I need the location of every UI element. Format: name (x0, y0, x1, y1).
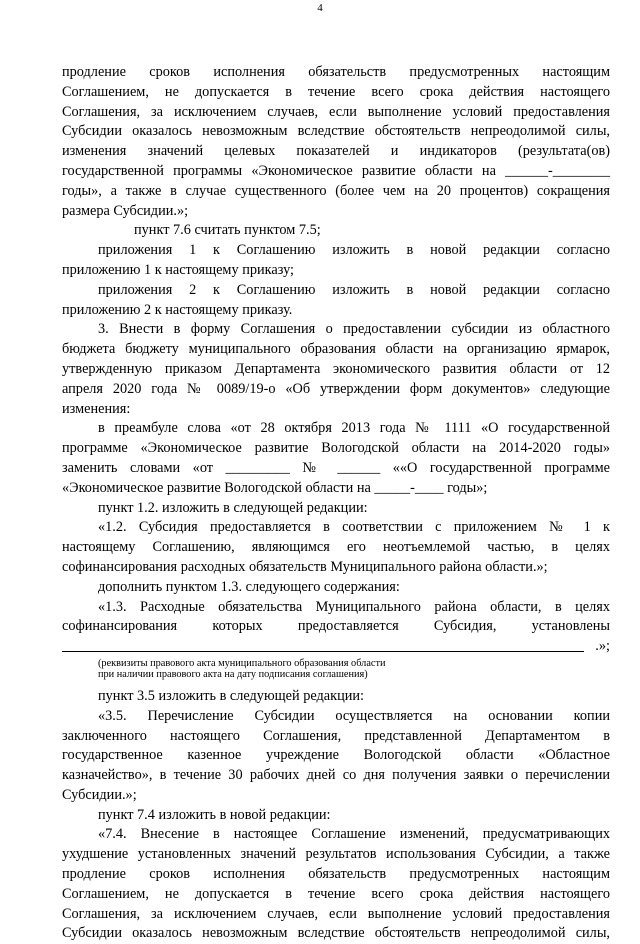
caption-line: (реквизиты правового акта муниципального образования области (98, 657, 386, 669)
text-line: государственное казенное учреждение Вологодской области «Областное (62, 747, 610, 764)
paragraph-item-3-5 (62, 707, 610, 806)
document-body (62, 63, 610, 944)
text-line: приложения 2 к Соглашению изложить в новой редакции согласно (98, 281, 610, 298)
text-line: изменения значений целевых показателей и индикаторов (результата(ов) (62, 143, 610, 160)
field-caption (62, 658, 610, 681)
text-line: апреля 2020 года № 0089/19-о «Об утверждении форм документов» следующие (62, 380, 610, 397)
paragraph-continuation (62, 63, 610, 221)
text-line: настоящему Соглашению, являющимся его неотъемлемой частью, в целях (62, 539, 610, 556)
paragraph-item-7-4 (62, 825, 610, 944)
text-line: Субсидии.»; (62, 786, 137, 803)
paragraph-preamble (62, 419, 610, 498)
caption-line: при наличии правового акта на дату подписания соглашения) (98, 669, 368, 681)
text-line: изменения: (62, 400, 131, 417)
text-line: софинансирования которых предоставляется Субсидия, установлены (62, 618, 610, 635)
text-line: приложению 1 к настоящему приказу; (62, 261, 294, 278)
paragraph-item-7-6 (62, 221, 610, 241)
text-line: «7.4. Внесение в настоящее Соглашение изменений, предусматривающих (98, 826, 610, 843)
text-line-tail: .»; (595, 638, 610, 655)
paragraph-item-7-4-intro (62, 806, 610, 826)
text-line: пункт 7.4 изложить в новой редакции: (98, 806, 331, 823)
text-line: в преамбуле слова «от 28 октября 2013 года № 1111 «О государственной (98, 420, 610, 437)
text-line: «3.5. Перечисление Субсидии осуществляется на основании копии (98, 707, 610, 724)
text-line: бюджета бюджету муниципального образования области на организацию ярмарок, (62, 341, 610, 358)
text-line: Соглашением, не допускается в течение всего срока действия настоящего (62, 83, 610, 100)
underline-blank (62, 651, 584, 652)
text-line: софинансирования расходных обязательств Муниципального района области.»; (62, 558, 548, 575)
text-line: приложения 1 к Соглашению изложить в новой редакции согласно (98, 242, 610, 259)
text-line: Соглашением, не допускается в течение всего срока действия настоящего (62, 885, 610, 902)
text-line: приложению 2 к настоящему приказу. (62, 301, 293, 318)
paragraph-appendix-2 (62, 281, 610, 321)
text-line: продление сроков исполнения обязательств предусмотренных настоящим (62, 64, 610, 80)
paragraph-item-3-5-intro (62, 687, 610, 707)
text-line: «1.2. Субсидия предоставляется в соответствии с приложением № 1 к (98, 519, 610, 536)
paragraph-section-3 (62, 320, 610, 419)
page-number: 4 (317, 2, 323, 14)
text-line: пункт 7.6 считать пунктом 7.5; (134, 222, 321, 239)
text-line: программе «Экономическое развитие Вологодской области на 2014-2020 годы» (62, 440, 610, 457)
text-line: Соглашения, за исключением случаев, если выполнение условий предоставления (62, 103, 610, 120)
text-line: Соглашения, за исключением случаев, если выполнение условий предоставления (62, 905, 610, 922)
text-line: государственной программы «Экономическое развитие области на ______-________ (62, 162, 610, 179)
paragraph-item-1-2-intro (62, 499, 610, 519)
text-line: продление сроков исполнения обязательств предусмотренных настоящим (62, 866, 610, 883)
text-line: дополнить пунктом 1.3. следующего содержания: (98, 578, 400, 595)
paragraph-item-1-3-intro (62, 578, 610, 598)
text-line: 3. Внести в форму Соглашения о предоставлении субсидии из областного (98, 321, 610, 338)
text-line: годы», а также в случае существенного (более чем на 20 процентов) сокращения (62, 182, 610, 199)
paragraph-item-1-3 (62, 598, 610, 681)
text-line: «1.3. Расходные обязательства Муниципального района области, в целях (98, 598, 610, 615)
paragraph-appendix-1 (62, 241, 610, 281)
text-line: «Экономическое развитие Вологодской области на _____-____ годы»; (62, 479, 488, 496)
text-line: Субсидии оказалось невозможным вследствие обстоятельств непреодолимой силы, (62, 123, 610, 140)
text-line: заключенного настоящего Соглашения, представленной Департаментом в (62, 727, 610, 744)
text-line: заменить словами «от _________ № ______ ««О государственной программе (62, 459, 610, 476)
text-line: утвержденную приказом Департамента экономического развития области от 12 (62, 360, 610, 377)
text-line: пункт 1.2. изложить в следующей редакции: (98, 499, 368, 516)
text-line: ухудшение установленных значений результатов использования Субсидии, а также (62, 846, 610, 863)
blank-fill-line (62, 637, 610, 657)
text-line: казначейство», в течение 30 рабочих дней со дня получения заявки о перечислении (62, 767, 610, 784)
text-line: размера Субсидии.»; (62, 202, 189, 219)
text-line: пункт 3.5 изложить в следующей редакции: (98, 687, 365, 704)
paragraph-item-1-2 (62, 518, 610, 577)
text-line: Субсидии оказалось невозможным вследствие обстоятельств непреодолимой силы, (62, 925, 610, 942)
